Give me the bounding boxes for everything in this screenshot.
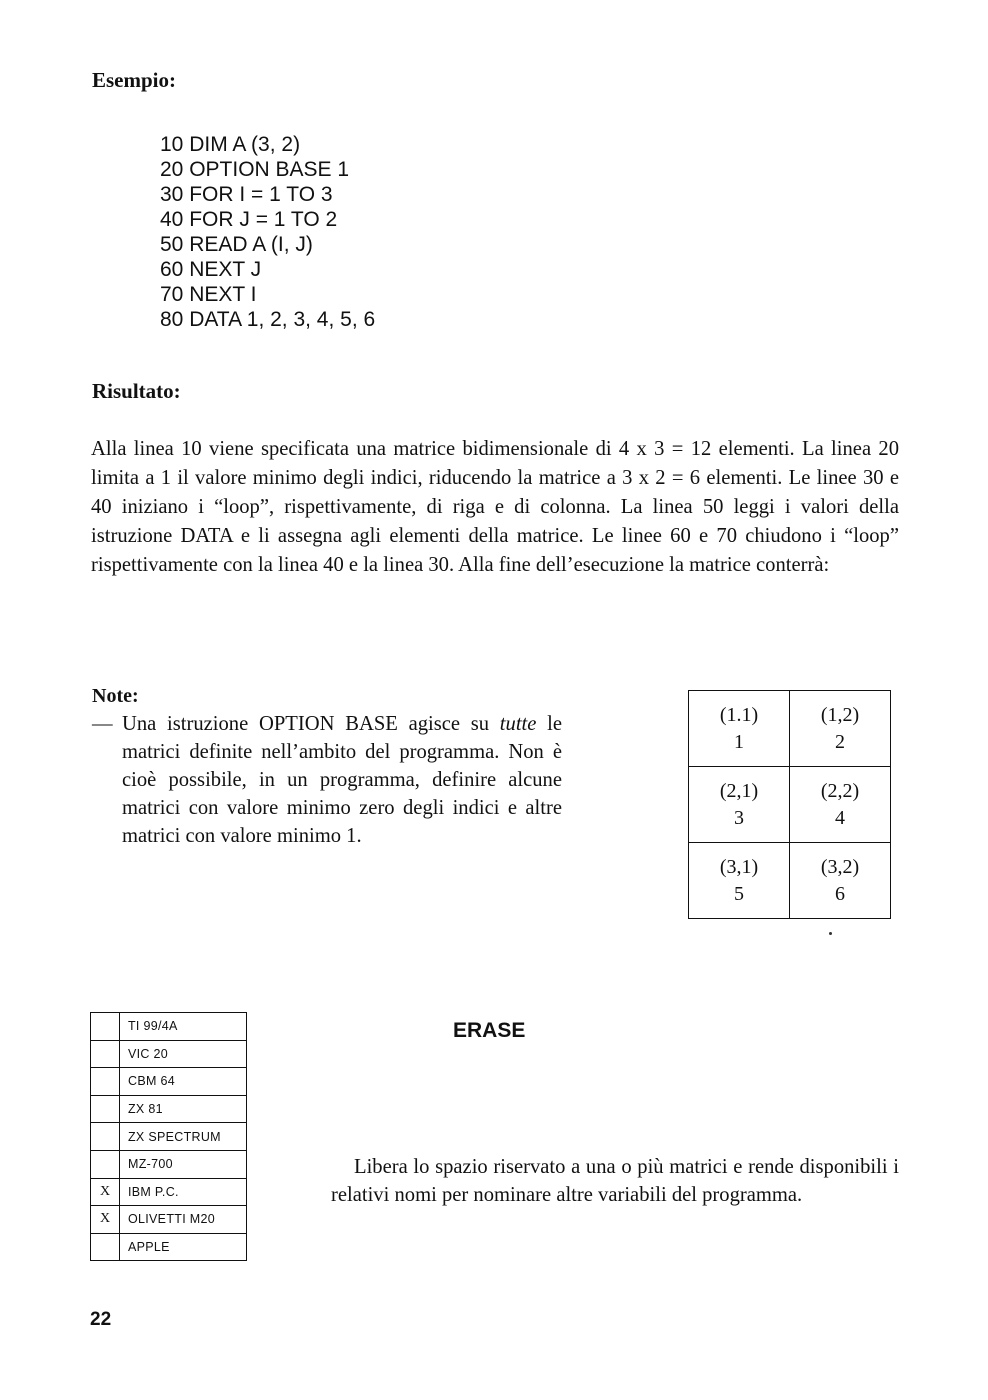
matrix-cell-index: (1,2): [820, 703, 860, 726]
compatibility-name: ZX 81: [120, 1095, 247, 1123]
compatibility-mark: [91, 1013, 120, 1041]
code-line: 10 DIM A (3, 2): [160, 133, 301, 156]
compatibility-mark: [91, 1068, 120, 1096]
compatibility-row: [91, 1040, 247, 1068]
example-heading: Esempio:: [92, 68, 176, 92]
matrix-cell-value: 6: [835, 882, 845, 905]
compatibility-mark: [91, 1150, 120, 1178]
compatibility-name: MZ-700: [120, 1150, 247, 1178]
matrix-cell-value: 1: [734, 730, 744, 753]
erase-description: Libera lo spazio riservato a una o più matrici e rende disponibili i relativi nomi per nominare altre variabili del programma.: [331, 1156, 899, 1206]
matrix-cell-value: 5: [734, 882, 744, 905]
matrix-cell-index: (3,1): [719, 855, 759, 878]
matrix-cell-value: 3: [734, 806, 744, 829]
erase-title: ERASE: [453, 1019, 526, 1042]
compatibility-table: [90, 1012, 247, 1261]
matrix-cell-index: (1.1): [719, 703, 759, 726]
matrix-cell: [790, 843, 891, 919]
compatibility-name: TI 99/4A: [120, 1013, 247, 1041]
matrix-row: [689, 767, 891, 843]
compatibility-name: VIC 20: [120, 1040, 247, 1068]
compatibility-name: OLIVETTI M20: [120, 1206, 247, 1234]
compatibility-row: [91, 1206, 247, 1234]
matrix-cell: [790, 767, 891, 843]
code-line: 60 NEXT J: [160, 258, 262, 281]
matrix-cell: [689, 767, 790, 843]
code-line: 80 DATA 1, 2, 3, 4, 5, 6: [160, 308, 376, 331]
note-text: [122, 710, 562, 850]
result-paragraph: Alla linea 10 viene specificata una matrice bidimensionale di 4 x 3 = 12 elementi. La linea 20 limita a 1 il valore minimo degli indici, riducendo la matrice a 3 x 2 = 6 elementi. Le linee 30 e 40 iniziano i “loop”, rispettivamente, di riga e di colonna. La linea 50 leggi i valori della istruzione DATA e li assegna agli elementi della matrice. Le linee 60 e 70 chiudono i “loop” rispettivamente con la linea 40 e la linea 30. Alla fine dell’esecuzione la matrice conterrà:: [91, 438, 899, 576]
result-heading: Risultato:: [92, 379, 181, 403]
code-listing: [160, 132, 375, 332]
matrix-cell-index: (2,1): [719, 779, 759, 802]
page-number: 22: [90, 1309, 112, 1330]
matrix-row: [689, 691, 891, 767]
code-line: 20 OPTION BASE 1: [160, 158, 350, 181]
print-speck: [829, 932, 832, 935]
compatibility-mark: [91, 1095, 120, 1123]
note-heading: Note:: [92, 685, 139, 707]
compatibility-row: [91, 1095, 247, 1123]
compatibility-mark: [91, 1040, 120, 1068]
compatibility-name: APPLE: [120, 1233, 247, 1261]
matrix-table: [688, 690, 891, 919]
matrix-cell: [689, 843, 790, 919]
note-text-after: le matrici definite nell’ambito del programma. Non è cioè possibile, in un programma, definire alcune matrici con valore minimo zero degli indici e altre matrici con valore minimo 1.: [122, 713, 562, 847]
code-line: 40 FOR J = 1 TO 2: [160, 208, 338, 231]
matrix-cell-value: 2: [835, 730, 845, 753]
compatibility-mark: [91, 1233, 120, 1261]
compatibility-row: [91, 1233, 247, 1261]
code-line: 50 READ A (I, J): [160, 233, 313, 256]
compatibility-row: [91, 1068, 247, 1096]
compatibility-row: [91, 1150, 247, 1178]
compatibility-mark: X: [91, 1206, 120, 1234]
note-body: [92, 710, 562, 850]
note-dash: —: [92, 713, 113, 735]
compatibility-row: [91, 1013, 247, 1041]
matrix-cell: [790, 691, 891, 767]
matrix-cell-index: (3,2): [820, 855, 860, 878]
code-line: 70 NEXT I: [160, 283, 257, 306]
matrix-row: [689, 843, 891, 919]
compatibility-name: ZX SPECTRUM: [120, 1123, 247, 1151]
compatibility-name: IBM P.C.: [120, 1178, 247, 1206]
matrix-cell-value: 4: [835, 806, 845, 829]
code-line: 30 FOR I = 1 TO 3: [160, 183, 333, 206]
matrix-cell-index: (2,2): [820, 779, 860, 802]
compatibility-mark: [91, 1123, 120, 1151]
compatibility-row: [91, 1178, 247, 1206]
compatibility-name: CBM 64: [120, 1068, 247, 1096]
matrix-cell: [689, 691, 790, 767]
note-text-before: Una istruzione OPTION BASE agisce su: [122, 713, 500, 735]
compatibility-row: [91, 1123, 247, 1151]
note-text-emphasis: tutte: [499, 713, 537, 735]
compatibility-mark: X: [91, 1178, 120, 1206]
